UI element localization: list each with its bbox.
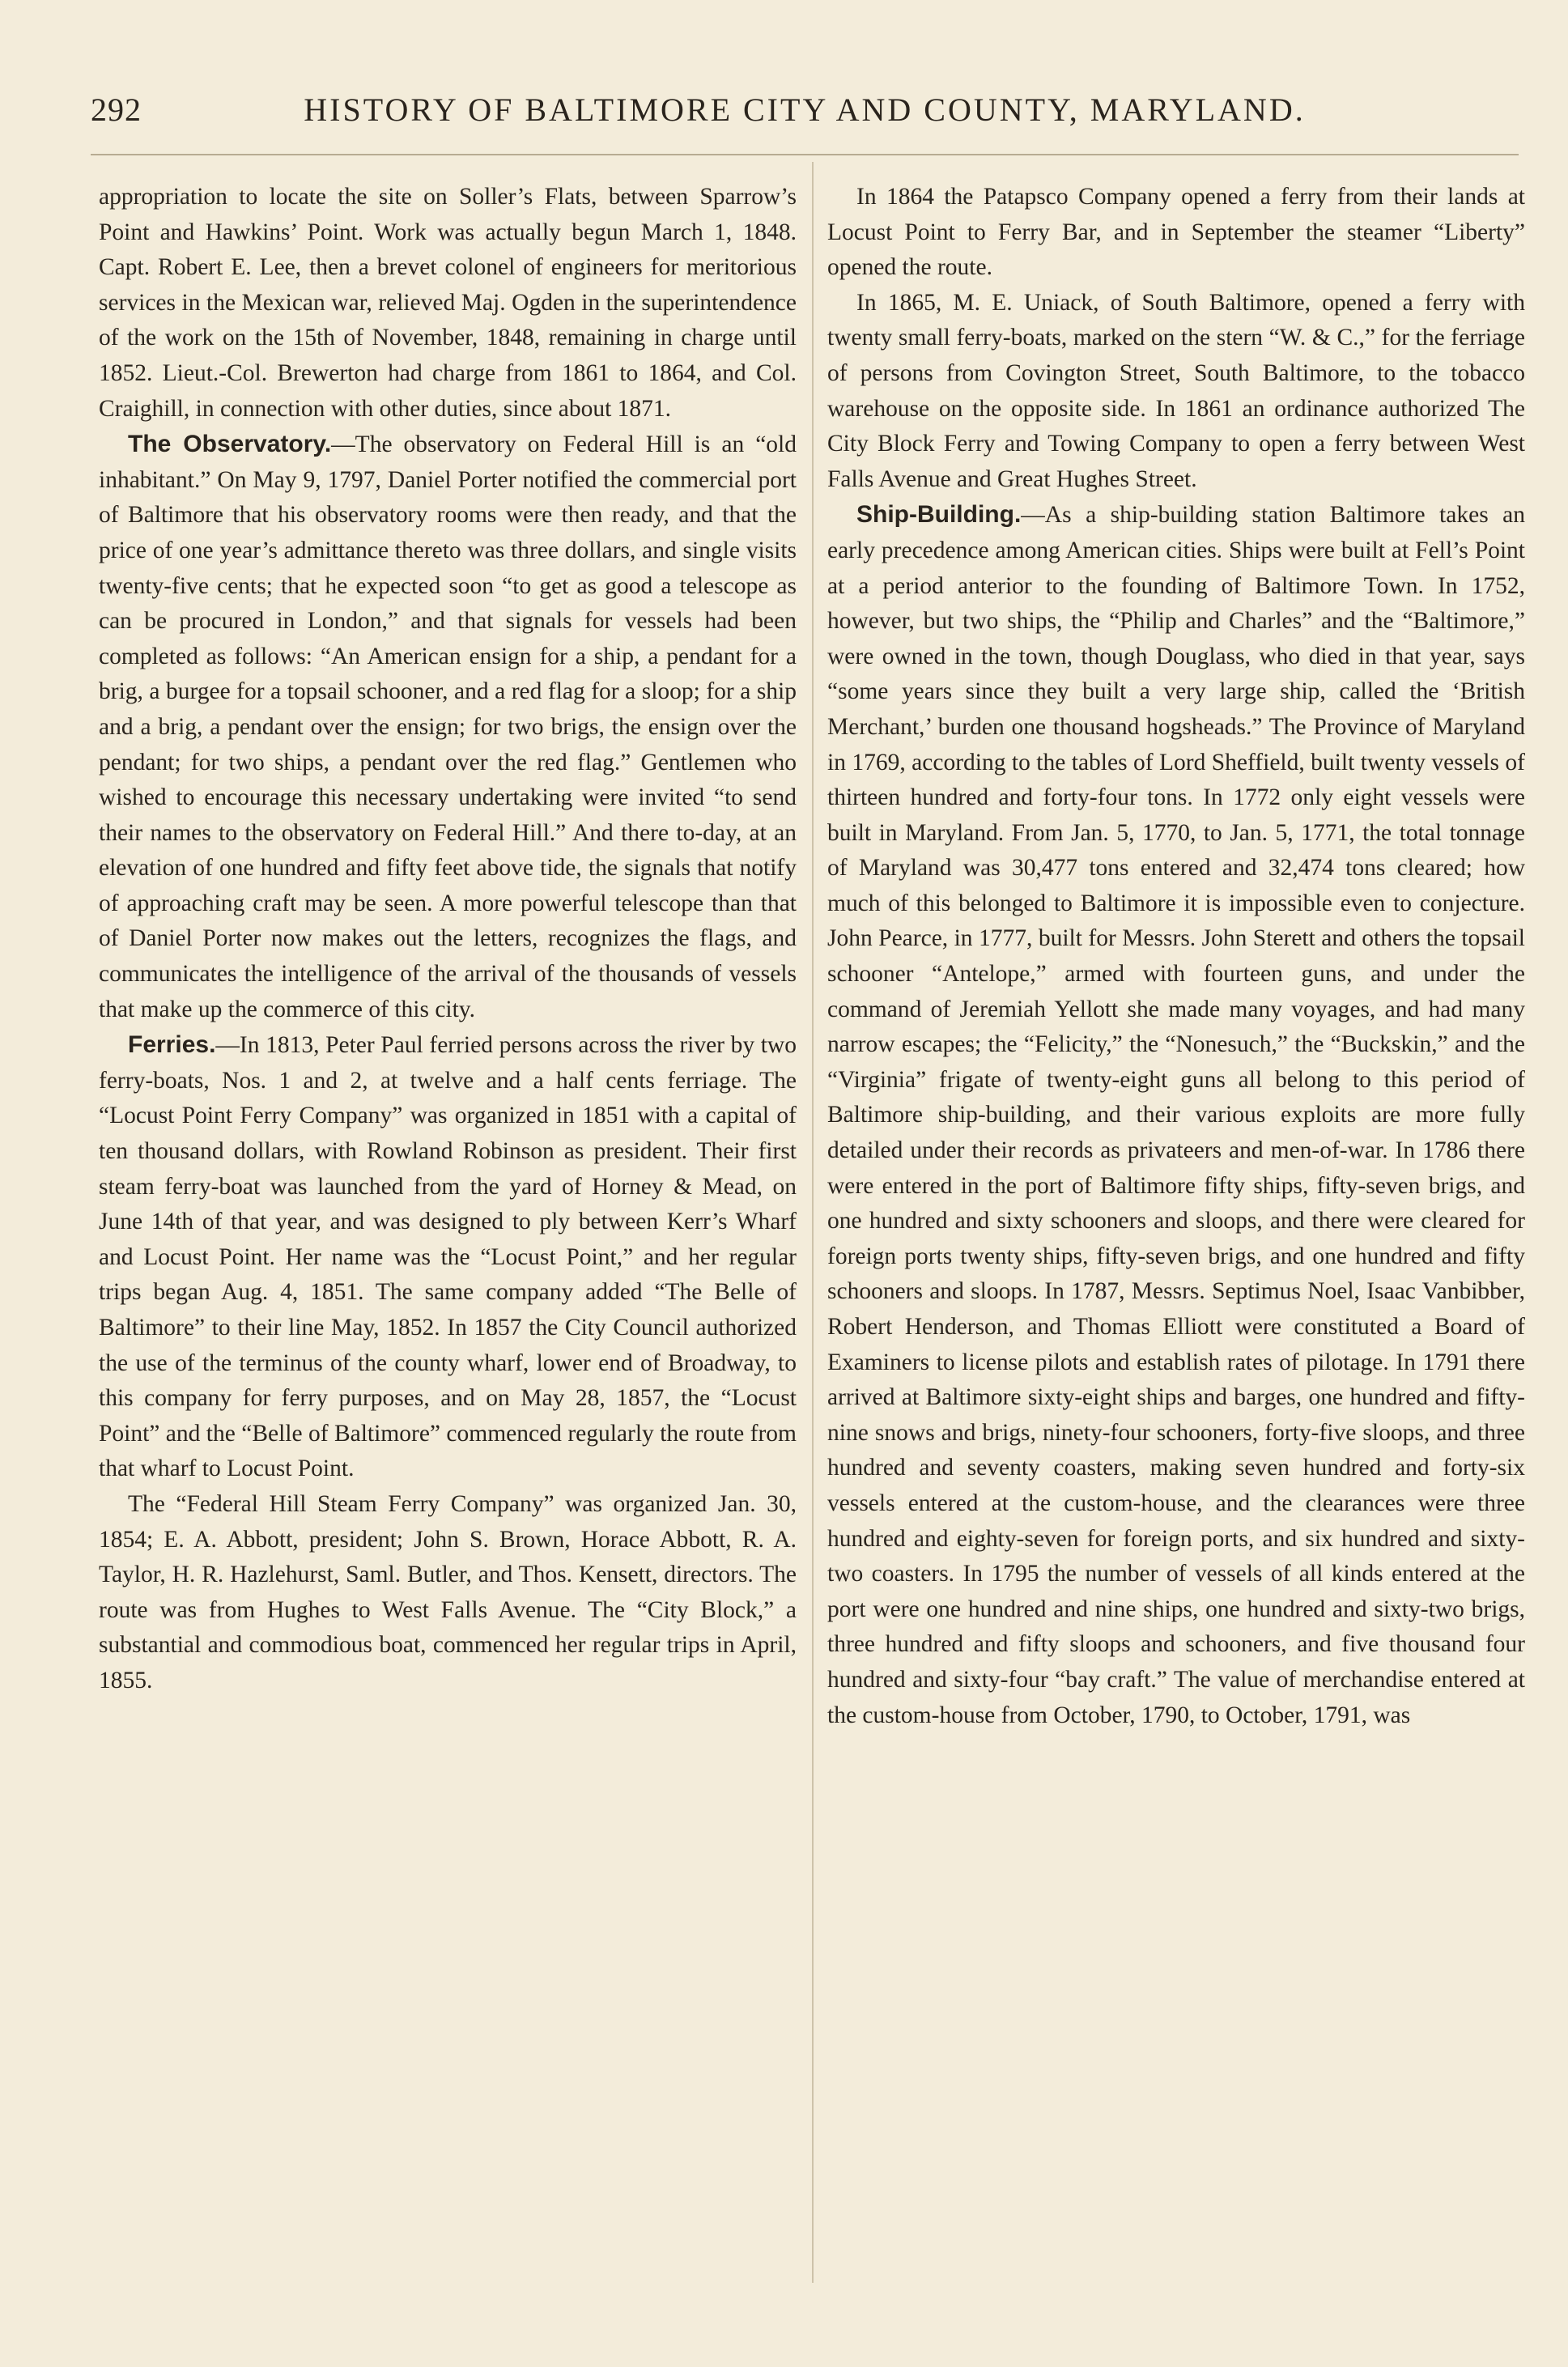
page-number: 292 — [91, 91, 142, 128]
ferries-text: —In 1813, Peter Paul ferried persons across the river by two ferry-boats, Nos. 1 and 2, at twelve and a half cents ferriage. The “Locust Point Ferry Company” was organized in 1851 with a capital of ten thousand dollars, with Rowland Robinson as president. Their first steam ferry-boat was launched from the yard of Horney & Mead, on June 14th of that year, and was designed to ply between Kerr’s Wharf and Locust Point. Her name was the “Locust Point,” and her regular trips began Aug. 4, 1851. The same company added “The Belle of Baltimore” to their line May, 1852. In 1857 the City Council authorized the use of the terminus of the county wharf, lower end of Broadway, to this company for ferry purposes, and on May 28, 1857, the “Locust Point” and the “Belle of Baltimore” commenced regularly the route from that wharf to Locust Point. — [99, 1032, 797, 1482]
shipbuilding-text: —As a ship-building station Baltimore takes an early precedence among American cities. Ships were built at Fell’s Point at a period anterior to the founding of Baltimore Town. In 1752, however, but two ships, the “Philip and Charles” and the “Baltimore,” were owned in the town, though Douglass, who died in that year, says “some years since they built a very large ship, called the ‘British Merchant,’ burden one thousand hogsheads.” The Province of Maryland in 1769, according to the tables of Lord Sheffield, built twenty vessels of thirteen hundred and forty-four tons. In 1772 only eight vessels were built in Maryland. From Jan. 5, 1770, to Jan. 5, 1771, the total tonnage of Maryland was 30,477 tons entered and 32,474 tons cleared; how much of this belonged to Baltimore it is impossible even to conjecture. John Pearce, in 1777, built for Messrs. John Sterett and others the topsail schooner “Antelope,” armed with fourteen guns, and under the command of Jeremiah Yellott she made many voyages, and had many narrow escapes; the “Felicity,” the “Nonesuch,” the “Buckskin,” and the “Virginia” frigate of twenty-eight guns all belong to this period of Baltimore ship-building, and their various exploits are more fully detailed under their records as privateers and men-of-war. In 1786 there were entered in the port of Baltimore fifty ships, fifty-seven brigs, and one hundred and sixty schooners and sloops, and there were cleared for foreign ports twenty ships, fifty-seven brigs, and one hundred and fifty schooners and sloops. In 1787, Messrs. Septimus Noel, Isaac Vanbibber, Robert Henderson, and Thomas Elliott were constituted a Board of Examiners to license pilots and establish rates of pilotage. In 1791 there arrived at Baltimore sixty-eight ships and barges, one hundred and fifty-nine snows and brigs, ninety-four schooners, forty-five sloops, and three hundred and seventy coasters, making seven hundred and forty-six vessels entered at the custom-house, and the clearances were three hundred and eighty-seven for foreign ports, and six hundred and sixty-two coasters. In 1795 the number of vessels of all kinds entered at the port were one hundred and nine ships, one hundred and sixty-two brigs, three hundred and fifty sloops and schooners, and five thousand four hundred and sixty-four “bay craft.” The value of merchandise entered at the custom-house from October, 1790, to October, 1791, was — [827, 502, 1525, 1728]
running-title: HISTORY OF BALTIMORE CITY AND COUNTY, MARYLAND. — [304, 91, 1306, 128]
section-heading-shipbuilding: Ship-Building. — [856, 501, 1022, 529]
header-rule — [91, 154, 1519, 155]
column-divider — [812, 162, 814, 2283]
right-column — [827, 180, 1525, 1733]
section-heading-observatory: The Observatory. — [128, 431, 332, 458]
left-column — [99, 180, 797, 1699]
paragraph-uniack-ferry: In 1865, M. E. Uniack, of South Baltimore, opened a ferry with twenty small ferry-boats, marked on the stern “W. & C.,” for the ferriage of persons from Covington Street, South Baltimore, to the tobacco warehouse on the opposite side. In 1861 an ordinance authorized The City Block Ferry and Towing Company to open a ferry between West Falls Avenue and Great Hughes Street. — [827, 289, 1525, 492]
observatory-text: —The observatory on Federal Hill is an “old inhabitant.” On May 9, 1797, Daniel Porter notified the commercial port of Baltimore that his observatory rooms were then ready, and that the price of one year’s admittance thereto was three dollars, and single visits twenty-five cents; that he expected soon “to get as good a telescope as can be procured in London,” and that signals for vessels had been completed as follows: “An American ensign for a ship, a pendant for a brig, a burgee for a topsail schooner, and a red flag for a sloop; for a ship and a brig, a pendant over the ensign; for two brigs, the ensign over the pendant; for two ships, a pendant over the red flag.” Gentlemen who wished to encourage this necessary undertaking were invited “to send their names to the observatory on Federal Hill.” And there to-day, at an elevation of one hundred and fifty feet above tide, the signals that notify of approaching craft may be seen. A more powerful telescope than that of Daniel Porter now makes out the letters, recognizes the flags, and communicates the intelligence of the arrival of the thousands of vessels that make up the commerce of this city. — [99, 431, 797, 1022]
paragraph-observatory — [99, 427, 797, 1027]
paragraph-patapsco-ferry: In 1864 the Patapsco Company opened a ferry from their lands at Locust Point to Ferry Bar, and in September the steamer “Liberty” opened the route. — [827, 184, 1525, 281]
page-header — [91, 91, 1519, 139]
paragraph-shipbuilding — [827, 497, 1525, 1733]
section-heading-ferries: Ferries. — [128, 1031, 216, 1059]
paragraph-ferries — [99, 1027, 797, 1487]
paragraph-breakwater-continued: appropriation to locate the site on Soller’s Flats, between Sparrow’s Point and Hawkins’ Point. Work was actually begun March 1, 1848. Capt. Robert E. Lee, then a brevet colonel of engineers for meritorious services in the Mexican war, relieved Maj. Ogden in the superintendence of the work on the 15th of November, 1848, remaining in charge until 1852. Lieut.-Col. Brewerton had charge from 1861 to 1864, and Col. Craighill, in connection with other duties, since about 1871. — [99, 184, 797, 422]
paragraph-federal-hill-ferry: The “Federal Hill Steam Ferry Company” was organized Jan. 30, 1854; E. A. Abbott, president; John S. Brown, Horace Abbott, R. A. Taylor, H. R. Hazlehurst, Saml. Butler, and Thos. Kensett, directors. The route was from Hughes to West Falls Avenue. The “City Block,” a substantial and commodious boat, commenced her regular trips in April, 1855. — [99, 1490, 797, 1693]
